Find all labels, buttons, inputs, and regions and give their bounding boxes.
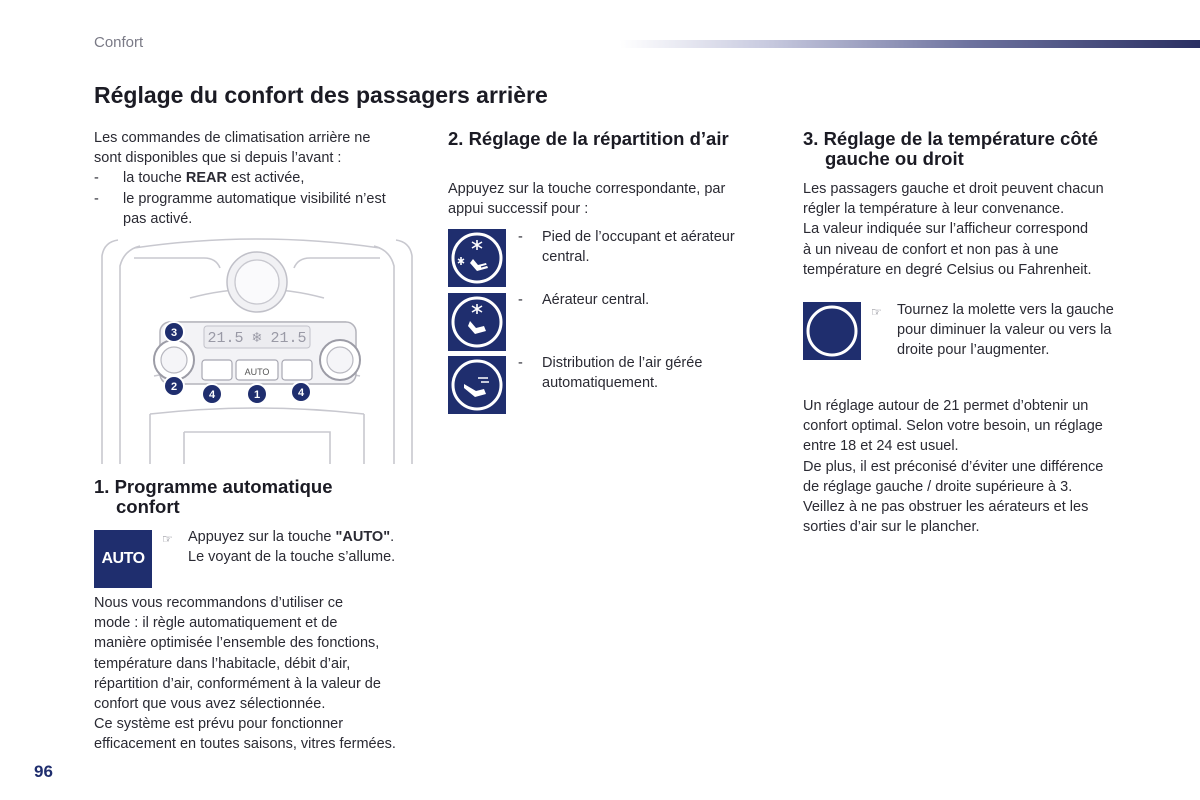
section1-body: Nous vous recommandons d’utiliser ce mode : il règle automatiquement et de manière optimisée l’ensemble des fonctions, température dans l’habitacle, débit d’air, répartition d’air, conformément à la valeur de confort que vous avez sélectionnée. Ce système est prévu pour fonctionner efficacement en toutes saisons, vitres fermées.: [94, 595, 396, 753]
rear-console-illustration: [94, 236, 420, 466]
section3-instruction: ☞ Tournez la molette vers la gauche pour diminuer la valeur ou vers la droite pour l’augmenter.: [871, 300, 1136, 361]
section2-title: 2. Réglage de la répartition d’air: [448, 128, 729, 149]
callout-4-right: 4: [297, 387, 305, 399]
intro-text: [94, 128, 424, 229]
fan-button: [282, 360, 312, 380]
intro-line: Les commandes de climatisation arrière ne: [94, 130, 371, 146]
temperature-display: 21.5 ❄ 21.5: [207, 330, 307, 347]
section-label: Confort: [94, 34, 144, 51]
hand-pointer-icon: ☞: [871, 305, 882, 319]
intro-bullet: - le programme automatique visibilité n’est pas activé.: [94, 190, 386, 227]
hand-pointer-icon: ☞: [162, 532, 173, 546]
feet-and-vents-icon: [448, 229, 506, 287]
header-gradient-bar: [620, 40, 1200, 48]
distribution-button: [202, 360, 232, 380]
section1-instruction: ☞ Appuyez sur la touche "AUTO". Le voyant de la touche s’allume.: [162, 527, 424, 567]
mode-3-text: - Distribution de l’air gérée automatiquement.: [518, 355, 703, 392]
callout-4-left: 4: [208, 389, 216, 401]
mode-2-text: - Aérateur central.: [518, 292, 650, 308]
page-title: Réglage du confort des passagers arrière: [94, 82, 548, 108]
section2-intro: Appuyez sur la touche correspondante, par appui successif pour :: [448, 181, 726, 218]
central-vent-icon: [448, 293, 506, 351]
section1-title: 1. Programme automatique confort: [94, 476, 333, 517]
intro-bullet: - la touche REAR est activée,: [94, 170, 305, 187]
auto-distribution-icon: [448, 356, 506, 414]
section3-intro: Les passagers gauche et droit peuvent chacun régler la température à leur convenance. La valeur indiquée sur l’afficheur correspond à un niveau de confort et non pas à une température en degré Celsius ou Fahrenheit.: [803, 181, 1104, 278]
auto-icon: AUTO: [94, 530, 152, 588]
auto-button-label: AUTO: [244, 367, 270, 377]
page-number: 96: [34, 762, 53, 781]
callout-1: 1: [253, 389, 261, 401]
section3-title: 3. Réglage de la température côté gauche ou droit: [803, 128, 1099, 169]
mode-1-text: - Pied de l’occupant et aérateur central.: [518, 229, 735, 266]
callout-3: 3: [170, 327, 178, 339]
section3-body: Un réglage autour de 21 permet d’obtenir un confort optimal. Selon votre besoin, un réglage entre 18 et 24 est usuel. De plus, il est préconisé d’éviter une différence de réglage gauche / droite supérieure à 3. Veillez à ne pas obstruer les aérateurs et les sorties d’air sur le plancher.: [803, 398, 1104, 536]
callout-2: 2: [170, 381, 178, 393]
temperature-knob-icon: [803, 302, 861, 360]
intro-line: sont disponibles que si depuis l’avant :: [94, 150, 342, 167]
